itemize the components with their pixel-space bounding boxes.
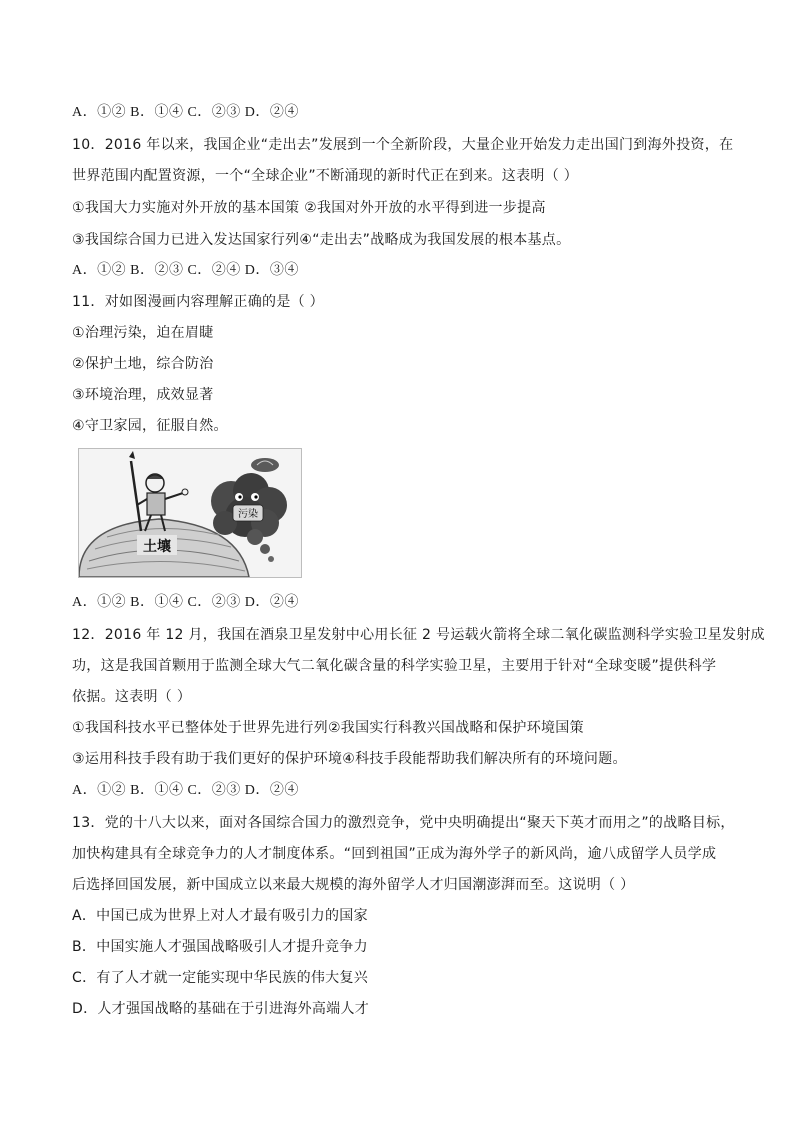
q12-options: A．①② B．①④ C．②③ D．②④ <box>72 783 299 798</box>
q11-statement-1: ①治理污染，迫在眉睫 <box>72 325 214 341</box>
q13-stem-line2: 加快构建具有全球竞争力的人才制度体系。“回到祖国”正成为海外学子的新风尚，逾八成留学人员学成 <box>72 846 717 862</box>
q11-options: A．①② B．①④ C．②③ D．②④ <box>72 595 299 610</box>
spear <box>131 461 141 531</box>
q11-statement-3: ③环境治理，成效显著 <box>72 387 214 403</box>
q12-stem-line3: 依据。这表明（ ） <box>72 689 192 705</box>
q10-stem-line2: 世界范围内配置资源，一个“全球企业”不断涌现的新时代正在到来。这表明（ ） <box>72 168 579 184</box>
pollution-label: 污染 <box>238 509 258 520</box>
soil-label: 土壤 <box>143 539 171 555</box>
q13-choice-a: A．中国已成为世界上对人才最有吸引力的国家 <box>72 908 368 924</box>
q11-cartoon <box>78 448 302 578</box>
q10-statements-line1: ①我国大力实施对外开放的基本国策 ②我国对外开放的水平得到进一步提高 <box>72 200 546 216</box>
q10-statements-line2: ③我国综合国力已进入发达国家行列④“走出去”战略成为我国发展的根本基点。 <box>72 232 571 248</box>
q13-choice-d: D．人才强国战略的基础在于引进海外高端人才 <box>72 1001 370 1017</box>
q9-options: A．①② B．①④ C．②③ D．②④ <box>72 105 299 120</box>
q12-stem-line2: 功，这是我国首颗用于监测全球大气二氧化碳含量的科学实验卫星，主要用于针对“全球变暖”提供科学 <box>72 658 717 674</box>
q12-statements-line2: ③运用科技手段有助于我们更好的保护环境④科技手段能帮助我们解决所有的环境问题。 <box>72 751 627 767</box>
q10-stem-line1: 10．2016 年以来，我国企业“走出去”发展到一个全新阶段，大量企业开始发力走出国门到海外投资，在 <box>72 137 734 153</box>
q12-stem-line1: 12．2016 年 12 月，我国在酒泉卫星发射中心用长征 2 号运载火箭将全球二氧化碳监测科学实验卫星发射成 <box>72 627 765 643</box>
q13-choice-b: B．中国实施人才强国战略吸引人才提升竞争力 <box>72 939 368 955</box>
person-body <box>147 493 165 515</box>
q13-stem-line1: 13．党的十八大以来，面对各国综合国力的激烈竞争，党中央明确提出“聚天下英才而用之”的战略目标， <box>72 815 735 831</box>
q12-statements-line1: ①我国科技水平已整体处于世界先进行列②我国实行科教兴国战略和保护环境国策 <box>72 720 584 736</box>
q13-stem-line3: 后选择回国发展，新中国成立以来最大规模的海外留学人才归国潮澎湃而至。这说明（ ） <box>72 877 635 893</box>
q11-stem: 11．对如图漫画内容理解正确的是（ ） <box>72 294 324 310</box>
q13-choice-c: C．有了人才就一定能实现中华民族的伟大复兴 <box>72 970 369 986</box>
q11-statement-2: ②保护土地，综合防治 <box>72 356 214 372</box>
q10-options: A．①② B．②③ C．②④ D．③④ <box>72 263 299 278</box>
q11-statement-4: ④守卫家园，征服自然。 <box>72 418 228 434</box>
